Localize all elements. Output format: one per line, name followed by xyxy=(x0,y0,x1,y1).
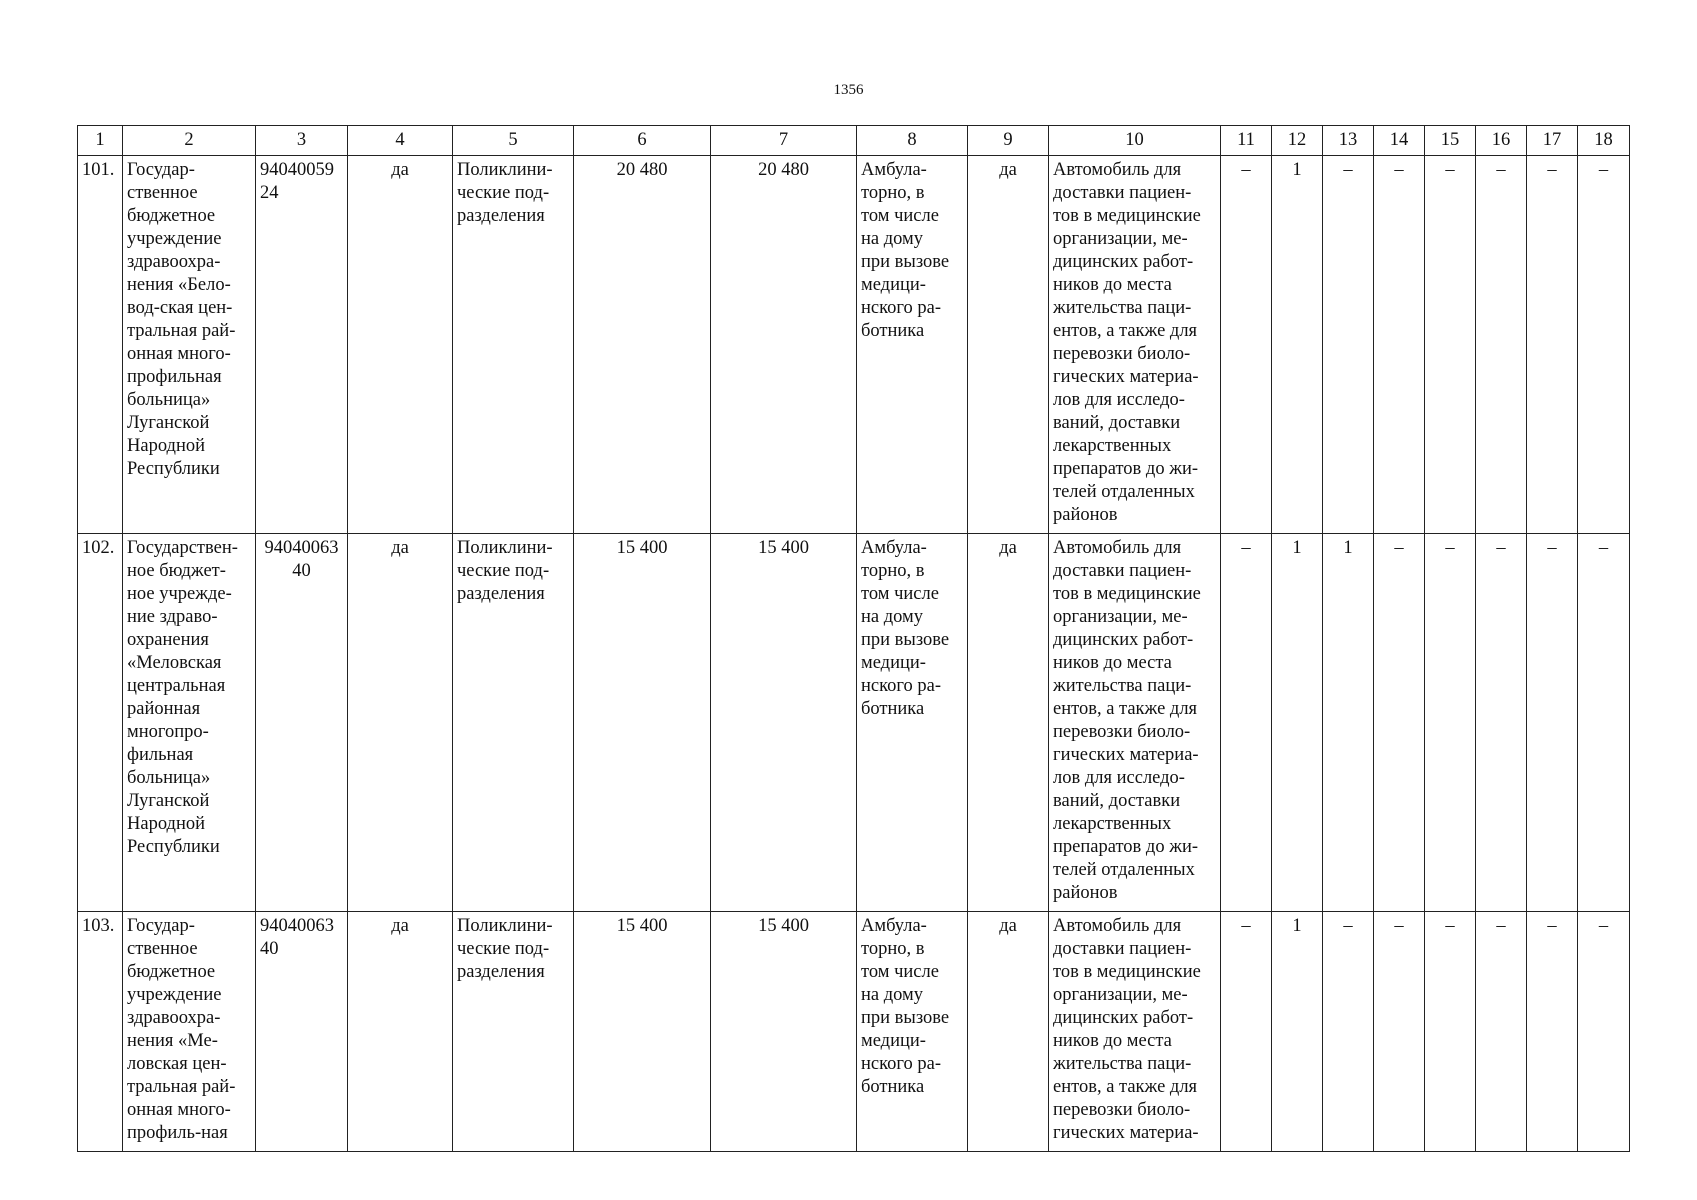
org-code: 94040063 40 xyxy=(256,912,348,1152)
cell-col4: да xyxy=(348,156,453,534)
org-code: 94040059 24 xyxy=(256,156,348,534)
table-row xyxy=(78,912,1630,1152)
cell-col15: – xyxy=(1425,912,1476,1152)
column-header: 13 xyxy=(1323,126,1374,156)
cell-col12: 1 xyxy=(1272,912,1323,1152)
cell-col5: Поликлини- ческие под- разделения xyxy=(453,912,574,1152)
cell-col6: 15 400 xyxy=(574,534,711,912)
column-header: 11 xyxy=(1221,126,1272,156)
cell-col14: – xyxy=(1374,534,1425,912)
cell-col8: Амбула- торно, в том числе на дому при вызове медици- нского ра- ботника xyxy=(857,912,968,1152)
column-header: 6 xyxy=(574,126,711,156)
cell-col7: 15 400 xyxy=(711,534,857,912)
organization-name: Государ- ственное бюджетное учреждение здравоохра- нения «Бело- вод-ская цен- тральная рай- онная много- профильная больница» Луганской Народной Республики xyxy=(123,156,256,534)
cell-col17: – xyxy=(1527,534,1578,912)
cell-col5: Поликлини- ческие под- разделения xyxy=(453,534,574,912)
column-header: 2 xyxy=(123,126,256,156)
cell-col18: – xyxy=(1578,156,1630,534)
data-table xyxy=(77,125,1630,1152)
cell-col8: Амбула- торно, в том числе на дому при вызове медици- нского ра- ботника xyxy=(857,534,968,912)
table-row xyxy=(78,156,1630,534)
cell-col9: да xyxy=(968,912,1049,1152)
cell-col17: – xyxy=(1527,156,1578,534)
page-number: 1356 xyxy=(833,82,864,98)
column-header: 16 xyxy=(1476,126,1527,156)
cell-col10: Автомобиль для доставки пациен- тов в медицинские организации, ме- дицинских работ- ников до места жительства паци- ентов, а также для перевозки биоло- гических материа- xyxy=(1049,912,1221,1152)
cell-col15: – xyxy=(1425,534,1476,912)
column-header-row xyxy=(78,126,1630,156)
column-header: 3 xyxy=(256,126,348,156)
column-header: 10 xyxy=(1049,126,1221,156)
org-code: 94040063 40 xyxy=(256,534,348,912)
column-header: 1 xyxy=(78,126,123,156)
row-number: 101. xyxy=(78,156,123,534)
cell-col18: – xyxy=(1578,534,1630,912)
cell-col6: 15 400 xyxy=(574,912,711,1152)
cell-col4: да xyxy=(348,912,453,1152)
cell-col11: – xyxy=(1221,156,1272,534)
column-header: 18 xyxy=(1578,126,1630,156)
cell-col16: – xyxy=(1476,912,1527,1152)
cell-col5: Поликлини- ческие под- разделения xyxy=(453,156,574,534)
cell-col13: – xyxy=(1323,156,1374,534)
row-number: 103. xyxy=(78,912,123,1152)
cell-col11: – xyxy=(1221,912,1272,1152)
cell-col15: – xyxy=(1425,156,1476,534)
cell-col10: Автомобиль для доставки пациен- тов в медицинские организации, ме- дицинских работ- ников до места жительства паци- ентов, а также для перевозки биоло- гических материа- лов для исследо- ваний, доставки лекарственных препаратов до жи- телей отдаленных районов xyxy=(1049,534,1221,912)
cell-col9: да xyxy=(968,156,1049,534)
row-number: 102. xyxy=(78,534,123,912)
column-header: 5 xyxy=(453,126,574,156)
cell-col12: 1 xyxy=(1272,534,1323,912)
cell-col14: – xyxy=(1374,156,1425,534)
cell-col6: 20 480 xyxy=(574,156,711,534)
cell-col12: 1 xyxy=(1272,156,1323,534)
cell-col10: Автомобиль для доставки пациен- тов в медицинские организации, ме- дицинских работ- ников до места жительства паци- ентов, а также для перевозки биоло- гических материа- лов для исследо- ваний, доставки лекарственных препаратов до жи- телей отдаленных районов xyxy=(1049,156,1221,534)
column-header: 4 xyxy=(348,126,453,156)
cell-col8: Амбула- торно, в том числе на дому при вызове медици- нского ра- ботника xyxy=(857,156,968,534)
column-header: 14 xyxy=(1374,126,1425,156)
cell-col17: – xyxy=(1527,912,1578,1152)
cell-col11: – xyxy=(1221,534,1272,912)
cell-col16: – xyxy=(1476,156,1527,534)
cell-col7: 15 400 xyxy=(711,912,857,1152)
column-header: 7 xyxy=(711,126,857,156)
cell-col13: 1 xyxy=(1323,534,1374,912)
cell-col9: да xyxy=(968,534,1049,912)
cell-col4: да xyxy=(348,534,453,912)
column-header: 15 xyxy=(1425,126,1476,156)
cell-col16: – xyxy=(1476,534,1527,912)
cell-col18: – xyxy=(1578,912,1630,1152)
column-header: 9 xyxy=(968,126,1049,156)
column-header: 8 xyxy=(857,126,968,156)
cell-col7: 20 480 xyxy=(711,156,857,534)
column-header: 12 xyxy=(1272,126,1323,156)
cell-col14: – xyxy=(1374,912,1425,1152)
organization-name: Государствен- ное бюджет- ное учрежде- ние здраво- охранения «Меловская центральная районная многопро- фильная больница» Луганской Народной Республики xyxy=(123,534,256,912)
organization-name: Государ- ственное бюджетное учреждение здравоохра- нения «Ме- ловская цен- тральная рай- онная много- профиль-ная xyxy=(123,912,256,1152)
cell-col13: – xyxy=(1323,912,1374,1152)
table-row xyxy=(78,534,1630,912)
column-header: 17 xyxy=(1527,126,1578,156)
